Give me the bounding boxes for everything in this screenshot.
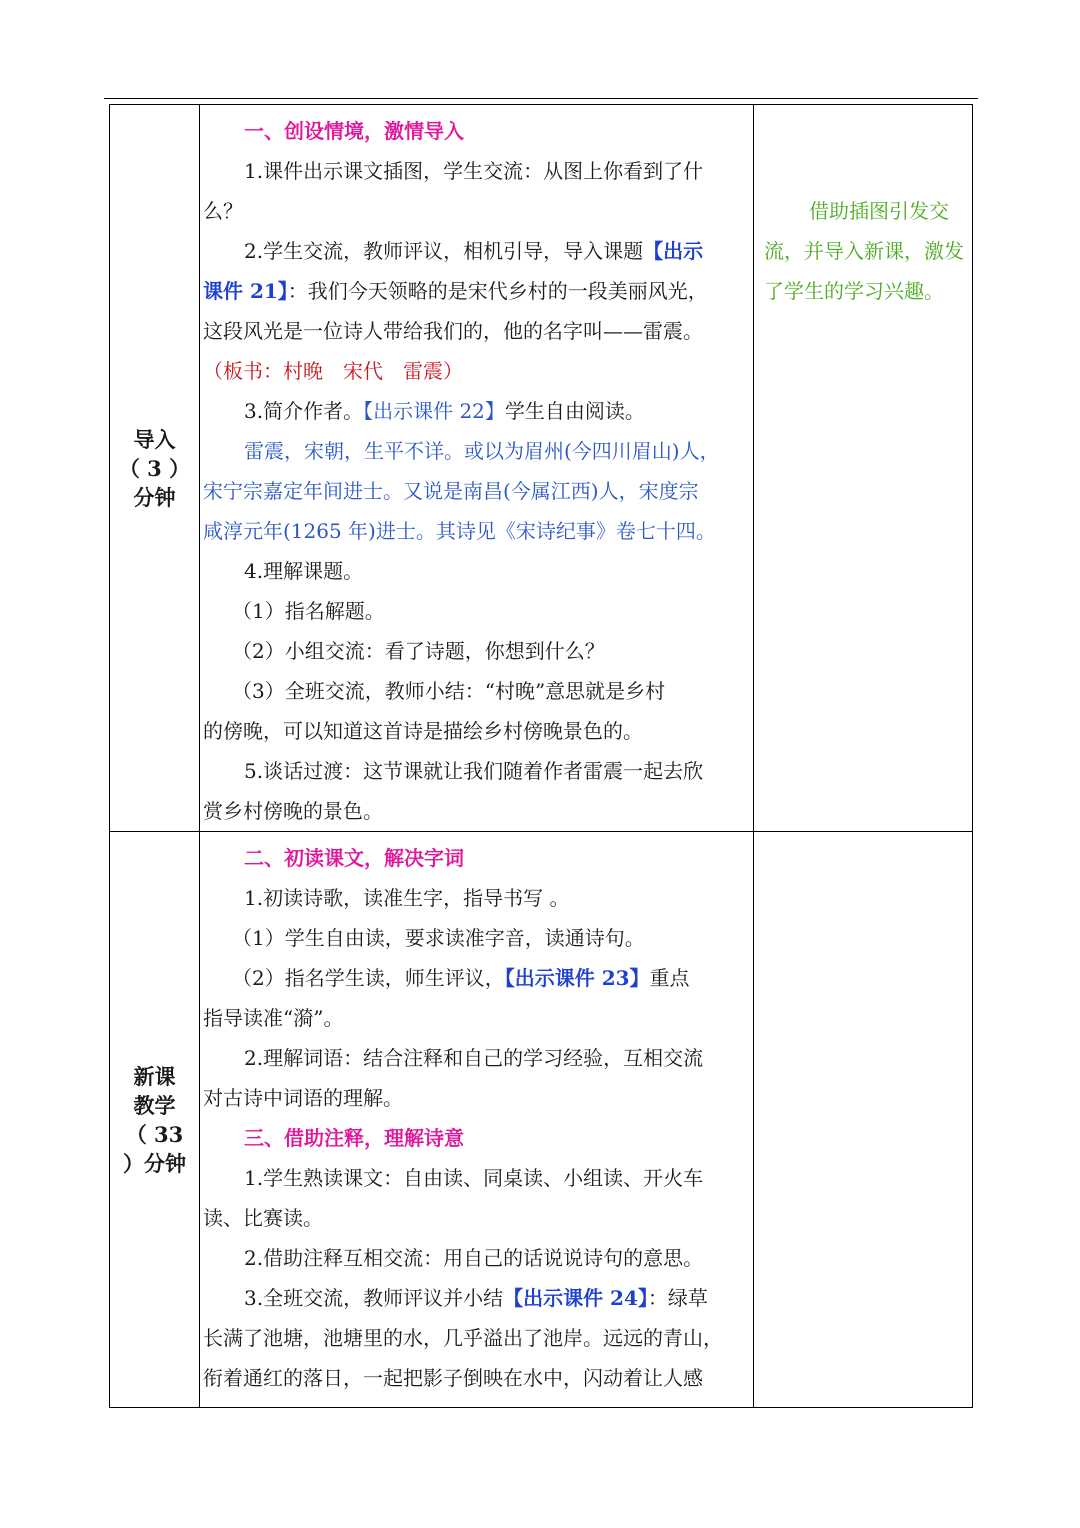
content-line [203, 471, 751, 511]
stage-label-line: 教学 [133, 1092, 176, 1118]
text-run: 【出示课件 22】 [363, 399, 505, 423]
text-run: 么？ [203, 199, 243, 223]
content-line [203, 631, 751, 671]
text-run: 1.学生熟读课文：自由读、同桌读、小组读、开火车 [244, 1166, 704, 1190]
text-run: 宋宁宗嘉定年间进士。又说是南昌(今属江西)人，宋度宗 [203, 479, 699, 503]
content-line [203, 838, 751, 878]
text-run: 读、比赛读。 [203, 1206, 323, 1230]
text-run: 1.课件出示课文插图，学生交流：从图上你看到了什 [244, 159, 704, 183]
stage-label-line: （ 33 [125, 1121, 184, 1147]
text-run: 4.理解课题。 [244, 559, 364, 583]
content-cell [200, 832, 754, 1408]
section-heading: 二、初读课文，解决字词 [244, 846, 464, 870]
text-run: （2）指名学生读，师生评议， [232, 966, 505, 990]
content-line [203, 958, 751, 998]
text-run: 指导读准“漪”。 [203, 1006, 344, 1030]
text-run: （3）全班交流，教师小结：“村晚”意思就是乡村 [232, 679, 666, 703]
text-run: 雷震，宋朝，生平不详。或以为眉州(今四川眉山)人， [244, 439, 720, 463]
content-line [203, 591, 751, 631]
content-line [203, 791, 751, 831]
text-run: 重点 [649, 966, 690, 990]
content-line [203, 551, 751, 591]
text-run: ：绿草 [647, 1286, 708, 1310]
content-line [203, 751, 751, 791]
stage-label-line: ）分钟 [123, 1150, 186, 1176]
content-line [203, 1038, 751, 1078]
section-heading: 三、借助注释，理解诗意 [244, 1126, 464, 1150]
stage-cell [110, 105, 200, 832]
content-line [203, 1078, 751, 1118]
text-run: 的傍晚，可以知道这首诗是描绘乡村傍晚景色的。 [203, 719, 643, 743]
stage-label-line: 分钟 [133, 484, 176, 510]
text-run: （板书：村晚 宋代 雷震） [203, 359, 463, 383]
text-run: 【出示课件 24】 [503, 1286, 648, 1310]
content-line [203, 351, 751, 391]
note-cell [754, 832, 973, 1408]
stage-label-line: 新课 [133, 1063, 176, 1089]
content-line [203, 1158, 751, 1198]
text-run: 长满了池塘，池塘里的水，几乎溢出了池岸。远远的青山， [203, 1326, 723, 1350]
section-row-intro [110, 105, 973, 832]
section-heading: 一、创设情境，激情导入 [244, 119, 464, 143]
text-run: 咸淳元年(1265 年)进士。其诗见《宋诗纪事》卷七十四。 [203, 519, 716, 543]
text-run: 这段风光是一位诗人带给我们的，他的名字叫——雷震。 [203, 319, 703, 343]
content-line [203, 998, 751, 1038]
content-cell [200, 105, 754, 832]
design-note-line: 流，并导入新课，激发 [764, 239, 964, 263]
text-run: 2.借助注释互相交流：用自己的话说说诗句的意思。 [244, 1246, 704, 1270]
text-run: （2）小组交流：看了诗题，你想到什么？ [232, 639, 605, 663]
content-line [203, 711, 751, 751]
text-run: （1）学生自由读，要求读准字音，读通诗句。 [232, 926, 645, 950]
content-line [203, 271, 751, 311]
content-line [203, 878, 751, 918]
content-line [203, 111, 751, 151]
text-run: 2.理解词语：结合注释和自己的学习经验，互相交流 [244, 1046, 704, 1070]
lesson-plan-table [109, 104, 973, 1408]
text-run: 对古诗中词语的理解。 [203, 1086, 403, 1110]
page-top-rule [104, 98, 978, 99]
content-line [203, 231, 751, 271]
text-run: 1.初读诗歌，读准生字，指导书写 。 [244, 886, 570, 910]
content-line [203, 1278, 751, 1318]
note-cell [754, 105, 973, 832]
section-row-new-lesson [110, 832, 973, 1408]
content-line [203, 511, 751, 551]
text-run: 衔着通红的落日，一起把影子倒映在水中，闪动着让人感 [203, 1366, 703, 1390]
design-note-line: 了学生的学习兴趣。 [764, 279, 944, 303]
stage-cell [110, 832, 200, 1408]
stage-label-line: 导入 [133, 426, 176, 452]
content-line [203, 1238, 751, 1278]
text-run: 【出示 [643, 239, 704, 263]
text-run: 3.全班交流，教师评议并小结 [244, 1286, 504, 1310]
text-run: 【出示课件 23】 [504, 966, 650, 990]
content-line [203, 191, 751, 231]
content-line [203, 311, 751, 351]
text-run: 赏乡村傍晚的景色。 [203, 799, 383, 823]
content-line [203, 1358, 751, 1398]
design-note-line: 借助插图引发交 [809, 199, 949, 223]
content-line [203, 431, 751, 471]
text-run: 课件 21】 [203, 279, 288, 303]
content-line [203, 1198, 751, 1238]
stage-label-line: （ 3 ） [118, 455, 191, 481]
content-line [203, 1318, 751, 1358]
content-line [203, 1118, 751, 1158]
text-run: 2.学生交流，教师评议，相机引导，导入课题 [244, 239, 644, 263]
content-line [203, 391, 751, 431]
text-run: 5.谈话过渡：这节课就让我们随着作者雷震一起去欣 [244, 759, 704, 783]
text-run: （1）指名解题。 [232, 599, 385, 623]
text-run: ：我们今天领略的是宋代乡村的一段美丽风光， [287, 279, 708, 303]
text-run: 3.简介作者。 [244, 399, 364, 423]
content-line [203, 671, 751, 711]
text-run: 学生自由阅读。 [504, 399, 645, 423]
content-line [203, 151, 751, 191]
content-line [203, 918, 751, 958]
